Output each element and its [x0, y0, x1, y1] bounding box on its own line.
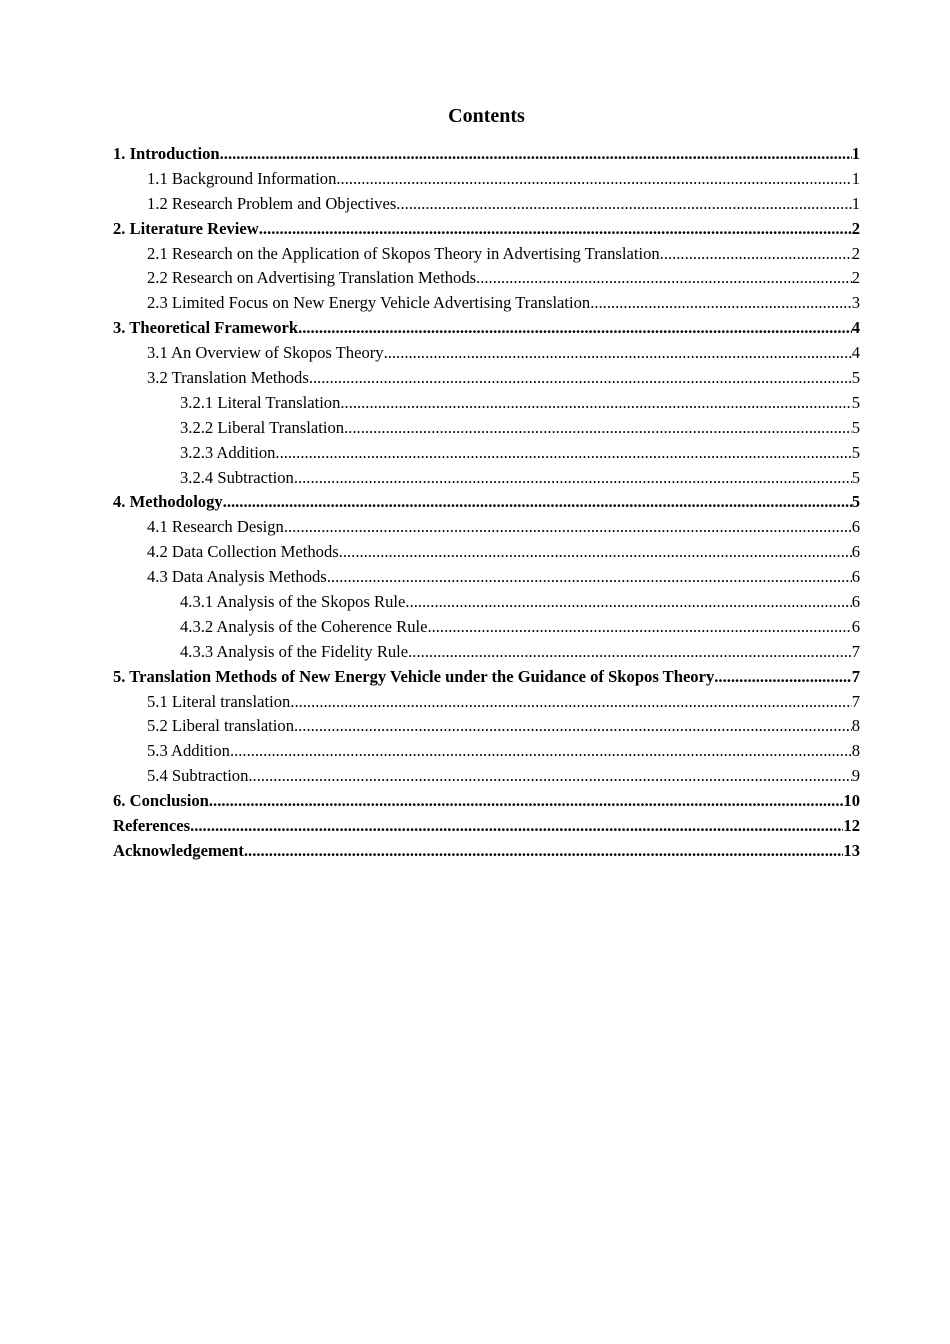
toc-dot-leader	[248, 764, 851, 789]
toc-entry-title: 3.2.3 Addition	[180, 442, 276, 462]
toc-entry[interactable]	[113, 764, 860, 789]
toc-entry-page-number: 8	[851, 716, 860, 736]
toc-entry-page-number: 12	[843, 816, 860, 836]
toc-entry-page-number: 1	[851, 193, 860, 213]
toc-entry[interactable]	[113, 416, 860, 441]
toc-entry-page-number: 1	[851, 168, 860, 188]
toc-dot-leader	[339, 540, 852, 565]
toc-entry-title: 4.3.1 Analysis of the Skopos Rule	[180, 592, 406, 612]
toc-entry-page-number: 6	[851, 517, 860, 537]
toc-entry-title: 4.2 Data Collection Methods	[147, 542, 339, 562]
toc-entry-page-number: 7	[851, 691, 860, 711]
toc-entry[interactable]	[113, 192, 860, 217]
toc-entry[interactable]	[113, 490, 860, 515]
toc-entry-page-number: 5	[851, 392, 860, 412]
toc-entry-title: 5.3 Addition	[147, 741, 230, 761]
toc-entry-title: Acknowledgement	[113, 840, 244, 860]
toc-entry-page-number: 6	[851, 542, 860, 562]
toc-entry[interactable]	[113, 640, 860, 665]
toc-entry-page-number: 6	[851, 592, 860, 612]
toc-entry-title: 4.3.3 Analysis of the Fidelity Rule	[180, 641, 409, 661]
toc-entry[interactable]	[113, 789, 860, 814]
toc-dot-leader	[660, 242, 852, 267]
toc-entry[interactable]	[113, 242, 860, 267]
toc-entry-page-number: 3	[851, 293, 860, 313]
toc-dot-leader	[408, 640, 852, 665]
toc-entry-title: 3.2 Translation Methods	[147, 368, 309, 388]
toc-entry[interactable]	[113, 217, 860, 242]
toc-entry-page-number: 2	[851, 268, 860, 288]
toc-entry[interactable]	[113, 391, 860, 416]
toc-entry-page-number: 7	[851, 666, 860, 686]
toc-entry[interactable]	[113, 714, 860, 739]
toc-entry[interactable]	[113, 341, 860, 366]
toc-entry-page-number: 4	[851, 343, 860, 363]
toc-dot-leader	[336, 167, 851, 192]
toc-entry[interactable]	[113, 814, 860, 839]
toc-entry-page-number: 4	[851, 318, 860, 338]
toc-entry[interactable]	[113, 540, 860, 565]
toc-entry-title: 4. Methodology	[113, 492, 223, 512]
toc-entry-page-number: 5	[851, 368, 860, 388]
toc-entry[interactable]	[113, 690, 860, 715]
toc-dot-leader	[275, 441, 851, 466]
toc-entry-page-number: 5	[851, 467, 860, 487]
toc-dot-leader	[244, 839, 844, 864]
toc-entry[interactable]	[113, 665, 860, 690]
toc-entry-page-number: 1	[851, 144, 860, 163]
toc-dot-leader	[714, 665, 851, 690]
toc-entry[interactable]	[113, 167, 860, 192]
toc-dot-leader	[223, 490, 852, 515]
toc-entry[interactable]	[113, 515, 860, 540]
toc-entry[interactable]	[113, 142, 860, 167]
toc-dot-leader	[294, 466, 852, 491]
toc-entry-title: 2.2 Research on Advertising Translation Methods	[147, 268, 477, 288]
toc-entry-title: 1. Introduction	[113, 144, 220, 163]
toc-dot-leader	[190, 814, 843, 839]
toc-dot-leader	[290, 690, 851, 715]
toc-entry-title: 2. Literature Review	[113, 218, 259, 238]
toc-entry[interactable]	[113, 466, 860, 491]
toc-entry[interactable]	[113, 266, 860, 291]
toc-entry-page-number: 2	[851, 218, 860, 238]
toc-entry[interactable]	[113, 590, 860, 615]
toc-dot-leader	[294, 714, 852, 739]
toc-entry[interactable]	[113, 615, 860, 640]
toc-entry-title: 3. Theoretical Framework	[113, 318, 299, 338]
toc-entry-page-number: 13	[843, 840, 860, 860]
toc-dot-leader	[209, 789, 844, 814]
toc-entry-title: 5.4 Subtraction	[147, 766, 249, 786]
toc-dot-leader	[476, 266, 852, 291]
toc-entry-title: 1.2 Research Problem and Objectives	[147, 193, 397, 213]
toc-entry[interactable]	[113, 441, 860, 466]
toc-dot-leader	[344, 416, 852, 441]
contents-heading: Contents	[448, 105, 525, 127]
toc-entry-title: 1.1 Background Information	[147, 168, 337, 188]
toc-entry-page-number: 8	[851, 741, 860, 761]
toc-dot-leader	[309, 366, 852, 391]
toc-entry[interactable]	[113, 565, 860, 590]
toc-entry-title: 2.3 Limited Focus on New Energy Vehicle Advertising Translation	[147, 293, 591, 313]
toc-entry-title: 4.1 Research Design	[147, 517, 284, 537]
toc-entry-page-number: 5	[851, 492, 860, 512]
table-of-contents	[113, 142, 860, 864]
toc-entry-page-number: 7	[851, 641, 860, 661]
toc-entry-title: 5.2 Liberal translation	[147, 716, 294, 736]
toc-dot-leader	[298, 316, 852, 341]
toc-entry[interactable]	[113, 739, 860, 764]
toc-entry-page-number: 5	[851, 417, 860, 437]
toc-dot-leader	[327, 565, 852, 590]
toc-entry-page-number: 6	[851, 567, 860, 587]
toc-dot-leader	[396, 192, 851, 217]
toc-entry-title: 2.1 Research on the Application of Skopos Theory in Advertising Translation	[147, 243, 660, 263]
toc-entry-page-number: 10	[843, 791, 860, 811]
toc-entry-page-number: 5	[851, 442, 860, 462]
toc-dot-leader	[340, 391, 851, 416]
toc-entry-title: 5.1 Literal translation	[147, 691, 291, 711]
toc-entry-title: 5. Translation Methods of New Energy Vehicle under the Guidance of Skopos Theory	[113, 666, 715, 686]
toc-dot-leader	[230, 739, 852, 764]
toc-entry-title: 3.2.1 Literal Translation	[180, 392, 341, 412]
toc-dot-leader	[220, 142, 852, 167]
toc-dot-leader	[405, 590, 851, 615]
toc-entry-title: 4.3.2 Analysis of the Coherence Rule	[180, 616, 428, 636]
toc-entry-title: 3.2.4 Subtraction	[180, 467, 294, 487]
toc-dot-leader	[284, 515, 852, 540]
toc-dot-leader	[590, 291, 851, 316]
toc-entry-title: References	[113, 816, 191, 836]
toc-entry[interactable]	[113, 366, 860, 391]
toc-entry[interactable]	[113, 291, 860, 316]
toc-entry-title: 4.3 Data Analysis Methods	[147, 567, 327, 587]
toc-dot-leader	[427, 615, 851, 640]
toc-entry[interactable]	[113, 316, 860, 341]
toc-entry-page-number: 9	[851, 766, 860, 786]
toc-dot-leader	[259, 217, 852, 242]
toc-entry-title: 3.1 An Overview of Skopos Theory	[147, 343, 384, 363]
toc-entry[interactable]	[113, 839, 860, 864]
toc-entry-page-number: 2	[851, 243, 860, 263]
toc-entry-title: 6. Conclusion	[113, 791, 209, 811]
toc-entry-title: 3.2.2 Liberal Translation	[180, 417, 345, 437]
toc-entry-page-number: 6	[851, 616, 860, 636]
toc-dot-leader	[384, 341, 852, 366]
